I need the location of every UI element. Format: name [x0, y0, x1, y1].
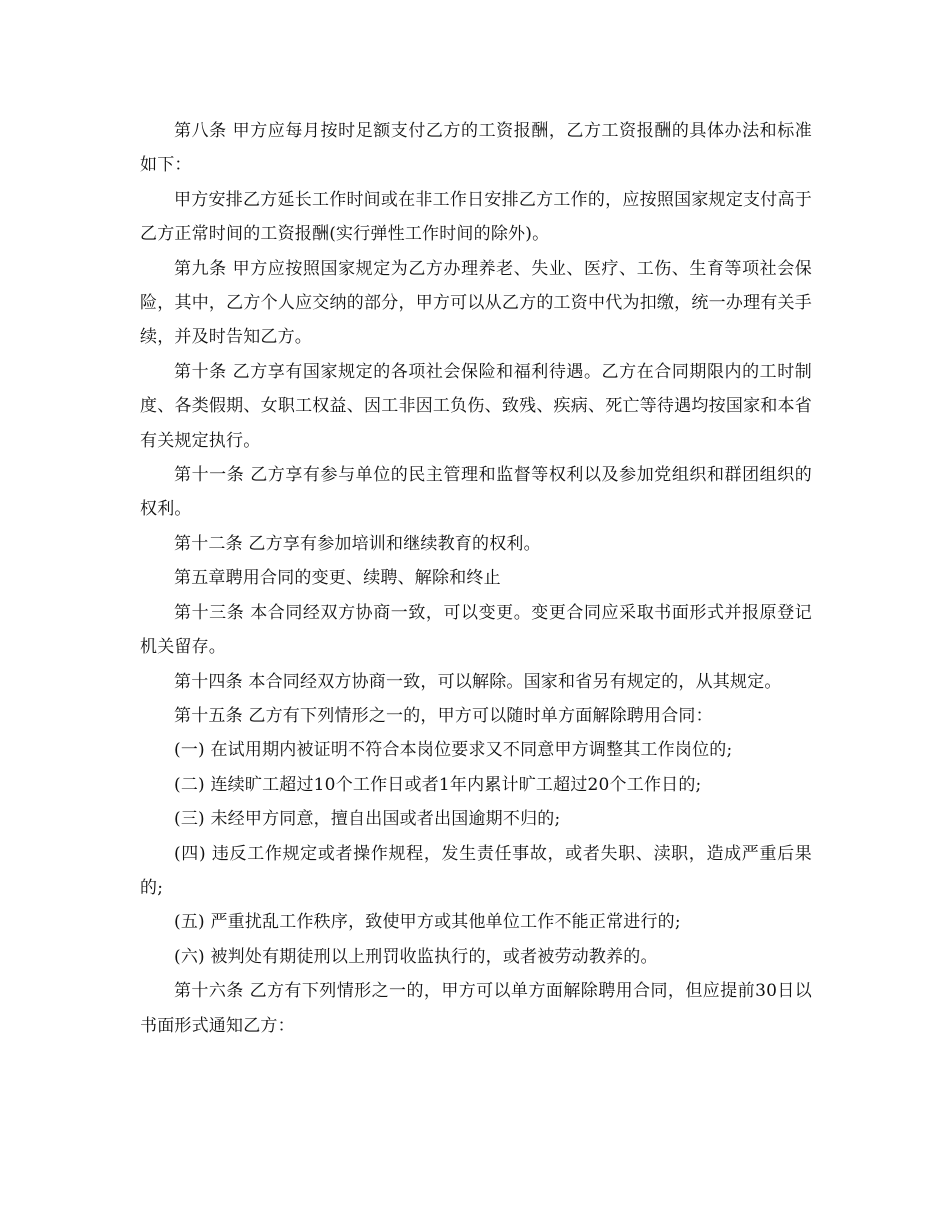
- document-body: [140, 114, 812, 1043]
- chapter-5-heading: 第五章聘用合同的变更、续聘、解除和终止: [174, 568, 501, 589]
- article-15-item-4: (四) 违反工作规定或者操作规程，发生责任事故，或者失职、渎职，造成严重后果的;: [140, 843, 812, 898]
- article-9: 第九条 甲方应按照国家规定为乙方办理养老、失业、医疗、工伤、生育等项社会保险，其中，乙方个人应交纳的部分，甲方可以从乙方的工资中代为扣缴，统一办理有关手续，并及时告知乙方。: [140, 258, 812, 348]
- article-13: 第十三条 本合同经双方协商一致，可以变更。变更合同应采取书面形式并报原登记机关留存。: [140, 602, 812, 658]
- article-15-item-2: (二) 连续旷工超过10个工作日或者1年内累计旷工超过20个工作日的;: [174, 774, 702, 795]
- article-16: 第十六条 乙方有下列情形之一的，甲方可以单方面解除聘用合同，但应提前30日以书面形式通知乙方：: [140, 981, 812, 1036]
- article-15-item-3: (三) 未经甲方同意，擅自出国或者出国逾期不归的;: [174, 809, 561, 830]
- article-15: 第十五条 乙方有下列情形之一的，甲方可以随时单方面解除聘用合同：: [174, 705, 713, 726]
- article-12: 第十二条 乙方享有参加培训和继续教育的权利。: [174, 533, 541, 554]
- article-15-item-6: (六) 被判处有期徒刑以上刑罚收监执行的，或者被劳动教养的。: [174, 946, 658, 967]
- article-10: 第十条 乙方享有国家规定的各项社会保险和福利待遇。乙方在合同期限内的工时制度、各类假期、女职工权益、因工非因工负伤、致残、疾病、死亡等待遇均按国家和本省有关规定执行。: [140, 361, 812, 451]
- article-15-item-1: (一) 在试用期内被证明不符合本岗位要求又不同意甲方调整其工作岗位的;: [174, 740, 733, 761]
- article-15-item-5: (五) 严重扰乱工作秩序，致使甲方或其他单位工作不能正常进行的;: [174, 912, 681, 933]
- article-8: 第八条 甲方应每月按时足额支付乙方的工资报酬，乙方工资报酬的具体办法和标准如下：: [140, 121, 812, 176]
- article-14: 第十四条 本合同经双方协商一致，可以解除。国家和省另有规定的，从其规定。: [174, 671, 782, 692]
- article-11: 第十一条 乙方享有参与单位的民主管理和监督等权利以及参加党组织和群团组织的权利。: [140, 465, 812, 520]
- article-8-overtime: 甲方安排乙方延长工作时间或在非工作日安排乙方工作的，应按照国家规定支付高于乙方正常时间的工资报酬(实行弹性工作时间的除外)。: [140, 189, 812, 245]
